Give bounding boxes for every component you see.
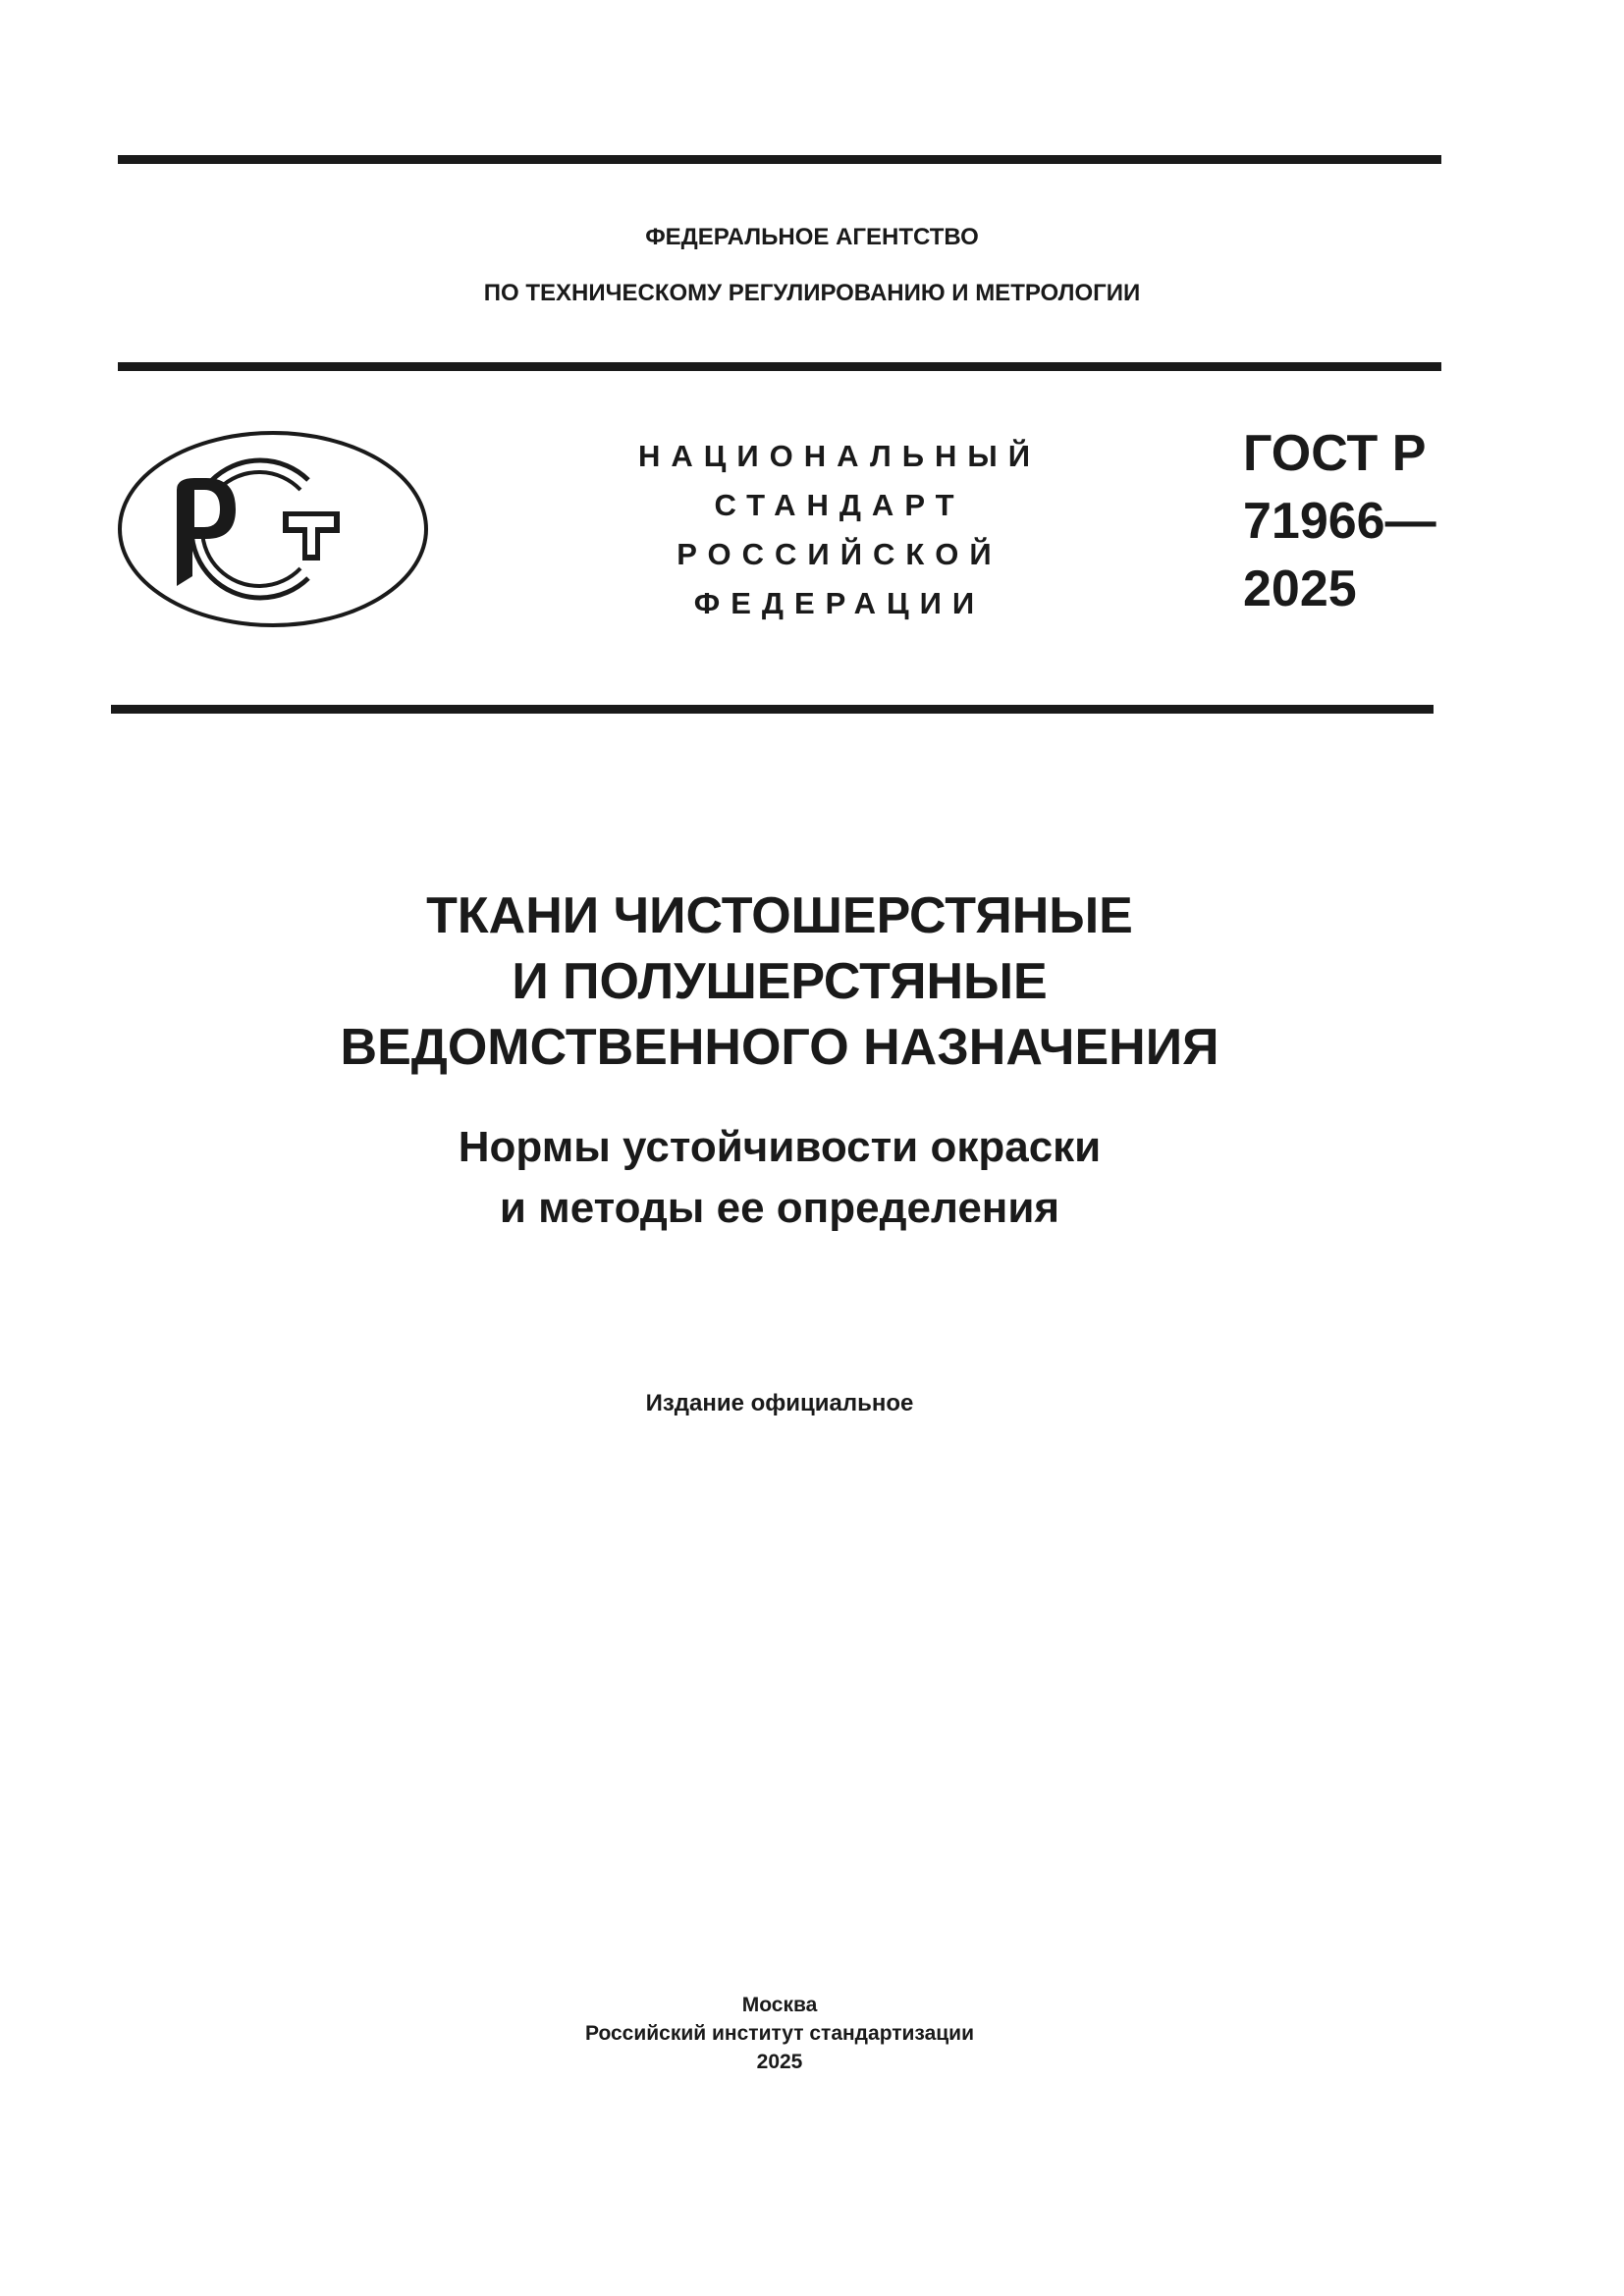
designation-line: 2025 bbox=[1243, 561, 1357, 617]
designation-line: ГОСТ Р bbox=[1243, 425, 1427, 482]
rst-logo-icon bbox=[116, 429, 430, 629]
title-line: ВЕДОМСТВЕННОГО НАЗНАЧЕНИЯ bbox=[340, 1019, 1219, 1076]
header-rule bbox=[118, 362, 1441, 371]
agency-line-1: ФЕДЕРАЛЬНОЕ АГЕНТСТВО bbox=[645, 224, 979, 250]
edition-note: Издание официальное bbox=[645, 1390, 914, 1416]
divider-rule bbox=[111, 705, 1434, 714]
publication-year: 2025 bbox=[756, 2051, 803, 2073]
designation-line: 71966— bbox=[1243, 493, 1436, 550]
title-line: ТКАНИ ЧИСТОШЕРСТЯНЫЕ bbox=[426, 887, 1133, 944]
document-title bbox=[0, 883, 1559, 1081]
document-subtitle bbox=[0, 1117, 1559, 1239]
standard-designation bbox=[1243, 420, 1436, 623]
standard-type-line: РОССИЙСКОЙ bbox=[677, 537, 1002, 571]
agency-line-2: ПО ТЕХНИЧЕСКОМУ РЕГУЛИРОВАНИЮ И МЕТРОЛОГИИ bbox=[483, 280, 1141, 306]
standard-type-line: СТАНДАРТ bbox=[714, 488, 965, 522]
standard-type bbox=[589, 432, 1090, 628]
standard-type-line: НАЦИОНАЛЬНЫЙ bbox=[637, 439, 1042, 473]
publisher-info bbox=[0, 1991, 1559, 2076]
publisher-city: Москва bbox=[741, 1994, 818, 2016]
standard-type-line: ФЕДЕРАЦИИ bbox=[693, 586, 986, 620]
publisher-name: Российский институт стандартизации bbox=[584, 2022, 975, 2045]
top-rule bbox=[118, 155, 1441, 164]
subtitle-line: и методы ее определения bbox=[499, 1184, 1060, 1232]
title-line: И ПОЛУШЕРСТЯНЫЕ bbox=[512, 953, 1048, 1010]
subtitle-line: Нормы устойчивости окраски bbox=[458, 1123, 1102, 1171]
